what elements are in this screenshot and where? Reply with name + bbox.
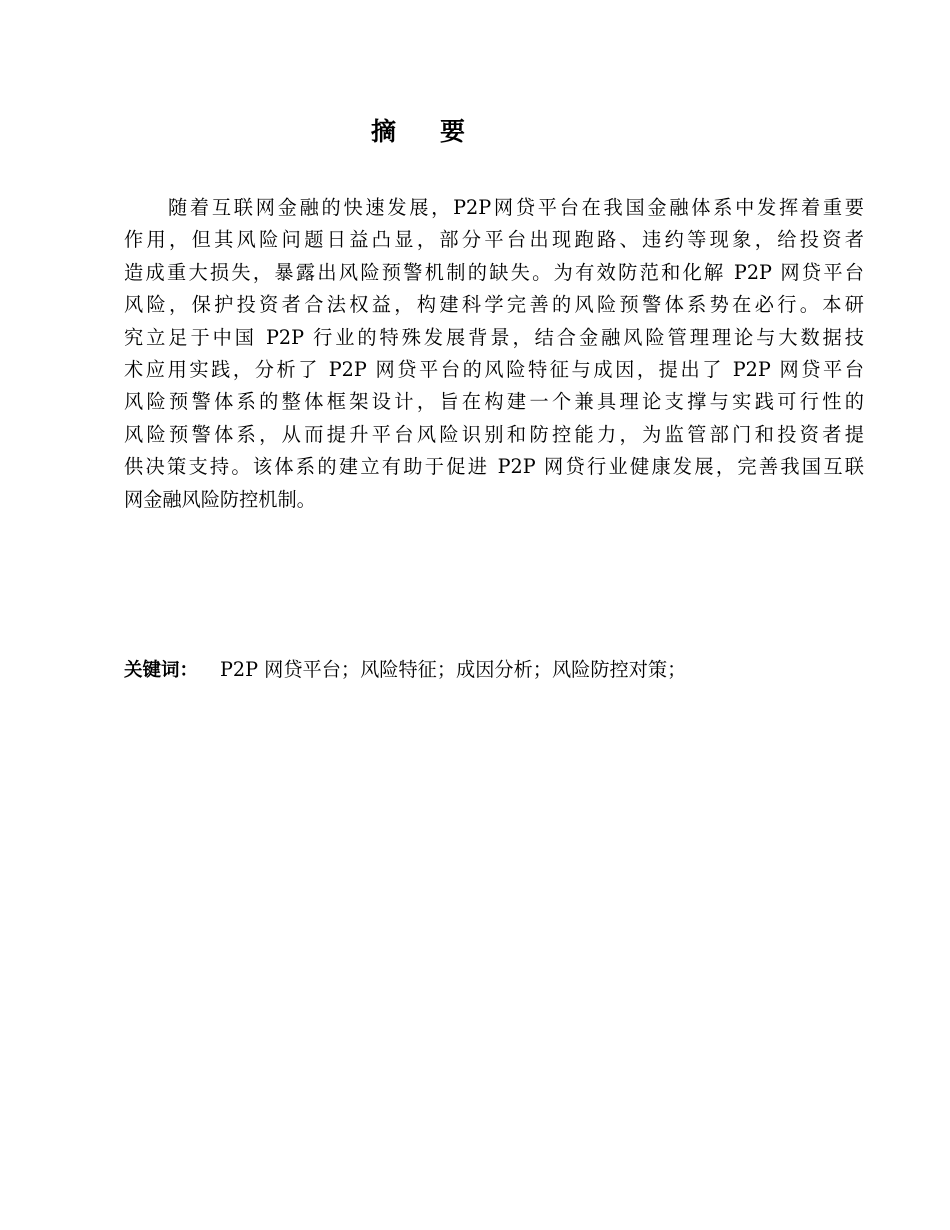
abstract-line: 网金融风险防控机制。 (124, 487, 316, 511)
abstract-title (0, 112, 836, 148)
abstract-line: 究立足于中国 P2P 行业的特殊发展背景，结合金融风险管理理论与大数据技 (124, 325, 864, 349)
abstract-line: 风险，保护投资者合法权益，构建科学完善的风险预警体系势在必行。本研 (124, 293, 864, 317)
keywords-value: P2P 网贷平台；风险特征；成因分析；风险防控对策； (220, 658, 687, 681)
abstract-body (124, 192, 864, 516)
keywords-label: 关键词： (124, 660, 199, 681)
abstract-line: 风险预警体系的整体框架设计，旨在构建一个兼具理论支撑与实践可行性的 (124, 390, 864, 414)
abstract-line: 风险预警体系，从而提升平台风险识别和防控能力，为监管部门和投资者提 (124, 422, 864, 446)
abstract-line: 术应用实践，分析了 P2P 网贷平台的风险特征与成因，提出了 P2P 网贷平台 (124, 357, 864, 381)
abstract-line: 作用，但其风险问题日益凸显，部分平台出现跑路、违约等现象，给投资者 (124, 228, 864, 252)
keywords-row (124, 654, 864, 687)
abstract-line: 造成重大损失，暴露出风险预警机制的缺失。为有效防范和化解 P2P 网贷平台 (124, 260, 864, 284)
abstract-line: 随着互联网金融的快速发展，P2P网贷平台在我国金融体系中发挥着重要 (168, 196, 864, 219)
title-char-2: 要 (440, 117, 466, 146)
abstract-line: 供决策支持。该体系的建立有助于促进 P2P 网贷行业健康发展，完善我国互联 (124, 455, 864, 479)
title-char-1: 摘 (370, 117, 396, 146)
